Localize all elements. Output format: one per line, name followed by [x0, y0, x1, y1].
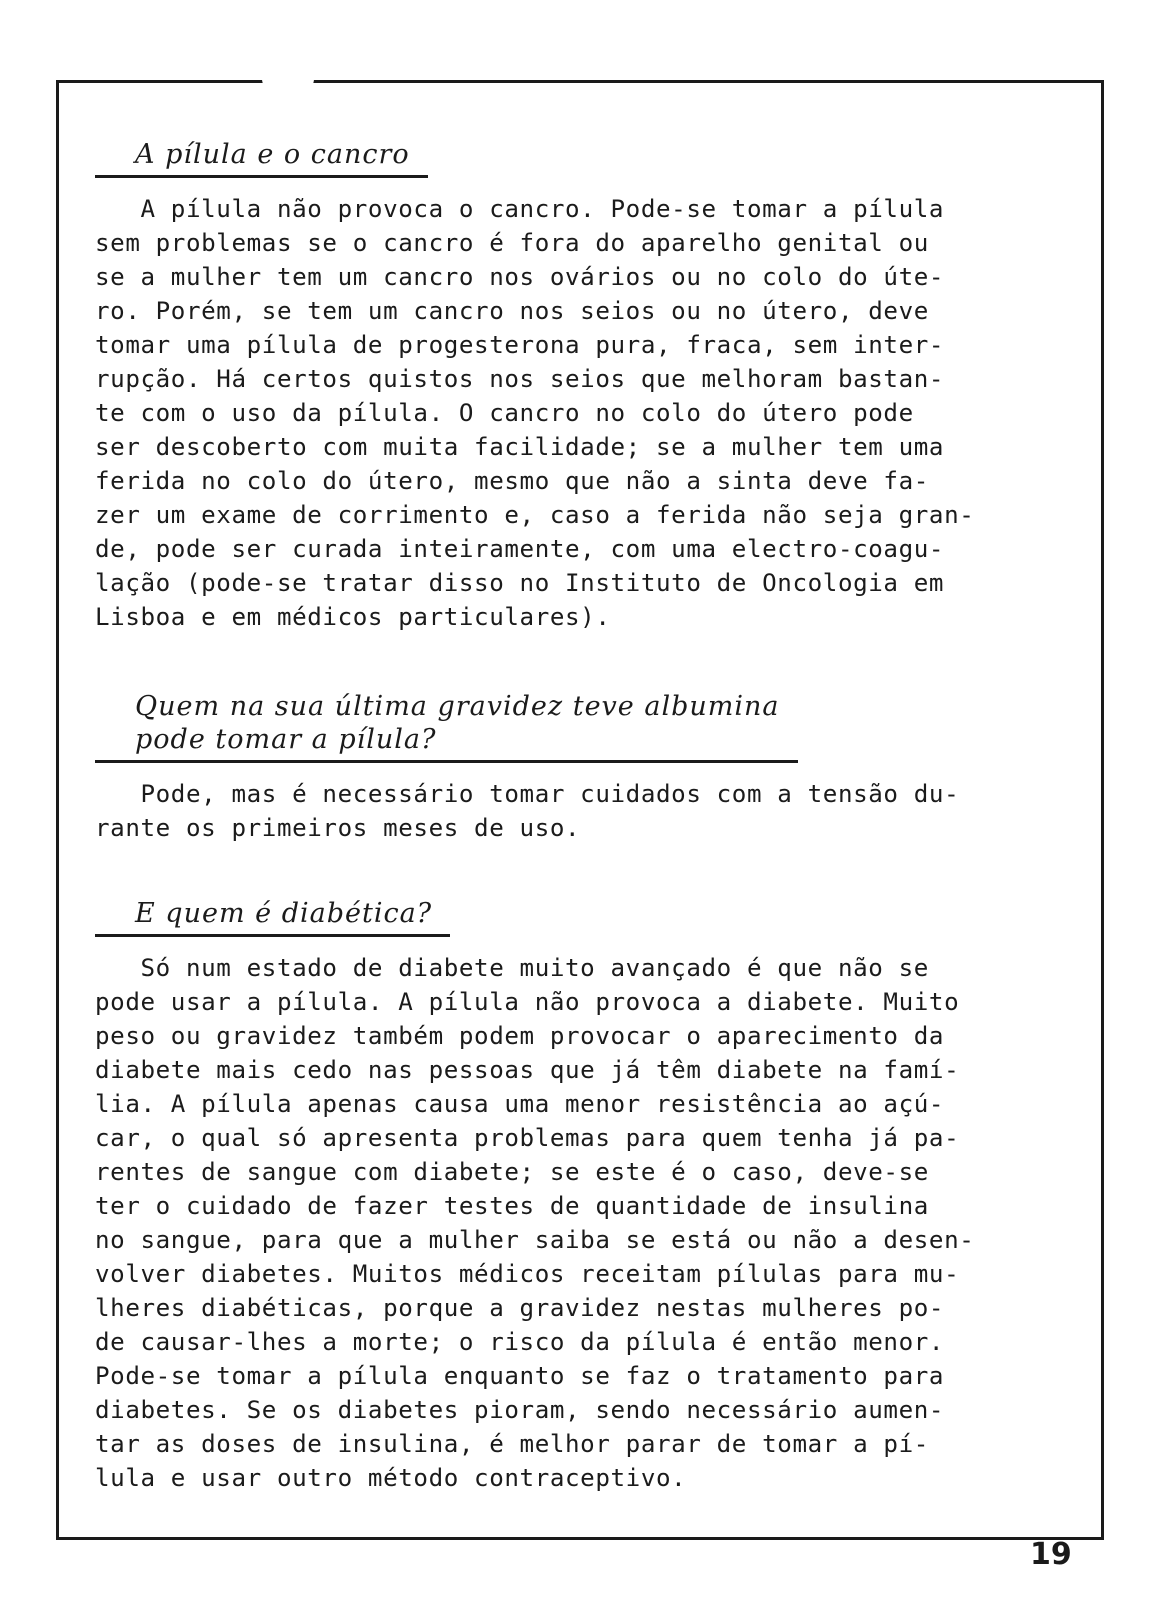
text-line: Só num estado de diabete muito avançado é que não se [95, 954, 929, 982]
text-line: Pode-se tomar a pílula enquanto se faz o tratamento para [95, 1362, 945, 1390]
text-line: lação (pode-se tratar disso no Instituto de Oncologia em [95, 569, 945, 597]
text-line: no sangue, para que a mulher saiba se está ou não a desen- [95, 1226, 975, 1254]
heading-line: E quem é diabética? [135, 898, 433, 929]
paper-punch-mark [262, 62, 314, 96]
text-line: volver diabetes. Muitos médicos receitam pílulas para mu- [95, 1260, 960, 1288]
text-line: tomar uma pílula de progesterona pura, fraca, sem inter- [95, 331, 945, 359]
heading-line: A pílula e o cancro [135, 139, 410, 170]
paragraph-albumin [95, 777, 1085, 845]
text-line: lia. A pílula apenas causa uma menor resistência ao açú- [95, 1090, 945, 1118]
text-line: Pode, mas é necessário tomar cuidados com a tensão du- [95, 780, 960, 808]
section-heading-albumin [95, 690, 798, 763]
text-line: diabete mais cedo nas pessoas que já têm diabete na famí- [95, 1056, 960, 1084]
text-line: pode usar a pílula. A pílula não provoca a diabete. Muito [95, 988, 960, 1016]
text-line: te com o uso da pílula. O cancro no colo do útero pode [95, 399, 914, 427]
text-line: se a mulher tem um cancro nos ovários ou no colo do úte- [95, 263, 945, 291]
text-line: ro. Porém, se tem um cancro nos seios ou no útero, deve [95, 297, 929, 325]
section-heading-pill-and-cancer [95, 138, 428, 178]
text-line: de, pode ser curada inteiramente, com uma electro-coagu- [95, 535, 945, 563]
text-line: peso ou gravidez também podem provocar o aparecimento da [95, 1022, 945, 1050]
section-heading-diabetic [95, 897, 450, 937]
text-line: A pílula não provoca o cancro. Pode-se tomar a pílula [95, 195, 945, 223]
text-line: lheres diabéticas, porque a gravidez nestas mulheres po- [95, 1294, 945, 1322]
text-line: car, o qual só apresenta problemas para quem tenha já pa- [95, 1124, 960, 1152]
text-line: zer um exame de corrimento e, caso a ferida não seja gran- [95, 501, 975, 529]
text-line: rante os primeiros meses de uso. [95, 814, 581, 842]
text-line: tar as doses de insulina, é melhor parar de tomar a pí- [95, 1430, 929, 1458]
text-line: diabetes. Se os diabetes pioram, sendo necessário aumen- [95, 1396, 945, 1424]
text-line: ser descoberto com muita facilidade; se a mulher tem uma [95, 433, 945, 461]
text-line: ter o cuidado de fazer testes de quantidade de insulina [95, 1192, 929, 1220]
text-line: de causar-lhes a morte; o risco da pílula é então menor. [95, 1328, 945, 1356]
heading-line: Quem na sua última gravidez teve albumina [135, 691, 780, 722]
text-line: ferida no colo do útero, mesmo que não a sinta deve fa- [95, 467, 929, 495]
text-line: lula e usar outro método contraceptivo. [95, 1464, 687, 1492]
paragraph-pill-and-cancer [95, 192, 1085, 634]
text-line: Lisboa e em médicos particulares). [95, 603, 611, 631]
page-content [95, 128, 1085, 1495]
text-line: sem problemas se o cancro é fora do aparelho genital ou [95, 229, 929, 257]
heading-line: pode tomar a pílula? [135, 724, 437, 755]
paragraph-diabetic [95, 951, 1085, 1495]
text-line: rentes de sangue com diabete; se este é o caso, deve-se [95, 1158, 929, 1186]
text-line: rupção. Há certos quistos nos seios que melhoram bastan- [95, 365, 945, 393]
page-number: 19 [1030, 1537, 1072, 1572]
